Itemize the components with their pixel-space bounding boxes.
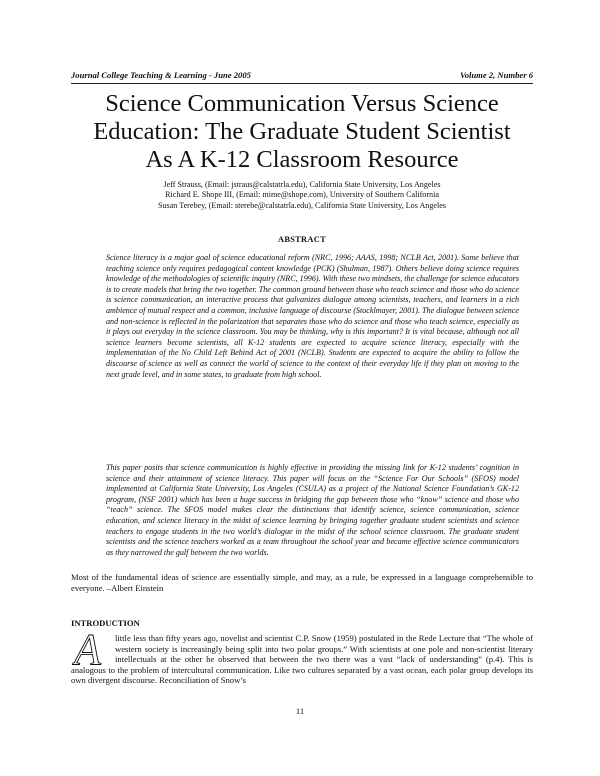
title-line-2: Education: The Graduate Student Scientist [93,118,511,145]
paper-title [60,90,544,174]
running-header [71,70,533,84]
introduction-paragraph [71,633,533,686]
page-number: 11 [295,706,305,716]
author-1: Jeff Strauss, (Email: jstraus@calstatrla.edu), California State University, Los Angeles [163,180,441,189]
title-line-3: As A K-12 Classroom Resource [145,146,459,173]
drop-cap-spacer [71,633,115,661]
abstract-paragraph-2: This paper posits that science communication is highly effective in providing the missing link for K-12 students’ cognition in science and their attainment of science literacy. This paper will focus on the “Science For Our Schools” (SFOS) model implemented at California State University, Los Angeles (CSULA) as a project of the National Science Foundation’s GK-12 program, (NSF 2001) which has been a huge success in bridging the gap between those who “know” science and those who “teach” science. The SFOS model makes clear the distinctions that identify science, science communication, science education, and science literacy in the midst of science learning by bringing together graduate student scientists and science teachers to engage students in the two world’s dialogue in the midst of the school science classroom. The graduate student scientists and the science teachers worked as a team throughout the school year and became effective science communicators as they narrowed the gulf between the two worlds. [106,463,519,557]
introduction-text: little less than fifty years ago, novelist and scientist C.P. Snow (1959) postulated in the Rede Lecture that “The whole of western society is increasingly being split into two polar groups.” With scientists at one pole and non-scientist literary intellectuals at the other he observed that between the two there was a vast “lack of understanding” (p.4). This is analogous to the problem of intercultural communication. Like two cultures separated by a vast ocean, each polar group develops its own divergent discourse. Reconciliation of Snow’s [71,633,533,686]
epigraph: Most of the fundamental ideas of science are essentially simple, and may, as a rule, be expressed in a language comprehensible to everyone. –Albert Einstein [71,572,533,594]
abstract-heading: ABSTRACT [277,235,326,244]
author-list [60,180,544,211]
header-rule [71,83,533,84]
abstract-paragraph-1: Science literacy is a major goal of science educational reform (NRC, 1996; AAAS, 1998; NCLB Act, 2001). Some believe that teaching science only requires pedagogical content knowledge (PCK) (Shulman, 1987). Others believe doing science requires knowledge of the methodologies of scientific inquiry (NRC, 1996). With these two mindsets, the challenge for science educators is to create models that bring the two together. The common ground between those who teach science and those who do science is science communication, an interactive process that galvanizes dialogue among scientists, teachers, and learners in a rich ambience of mutual respect and a common, inclusive language of discourse (Stocklmayer, 2001). The dialogue between science and non-science is reflected in the polarization that separates those who do science and those who teach science, especially as it plays out everyday in the science classroom. You may be thinking, why is this important? It is vital because, although not all science learners become scientists, all K-12 students are expected to acquire science literacy, especially with the implementation of the No Child Left Behind Act of 2001 (NCLB). Students are expected to acquire the ability to follow the discourse of science as well as connect the world of science to the context of their everyday life if they plan on moving to the next grade level, and in some states, to graduate from high school. [106,253,519,379]
introduction-heading: INTRODUCTION [71,618,140,628]
drop-cap-letter: A [74,630,101,670]
volume-number: Volume 2, Number 6 [459,70,533,80]
title-line-1: Science Communication Versus Science [105,90,499,117]
author-3: Susan Terebey, (Email: sterebe@calstatrla.edu), California State University, Los Angeles [158,200,446,210]
journal-name: Journal College Teaching & Learning - June 2005 [71,70,251,80]
author-2: Richard E. Shope III, (Email: mime@shope.com), University of Southern California [165,190,439,200]
